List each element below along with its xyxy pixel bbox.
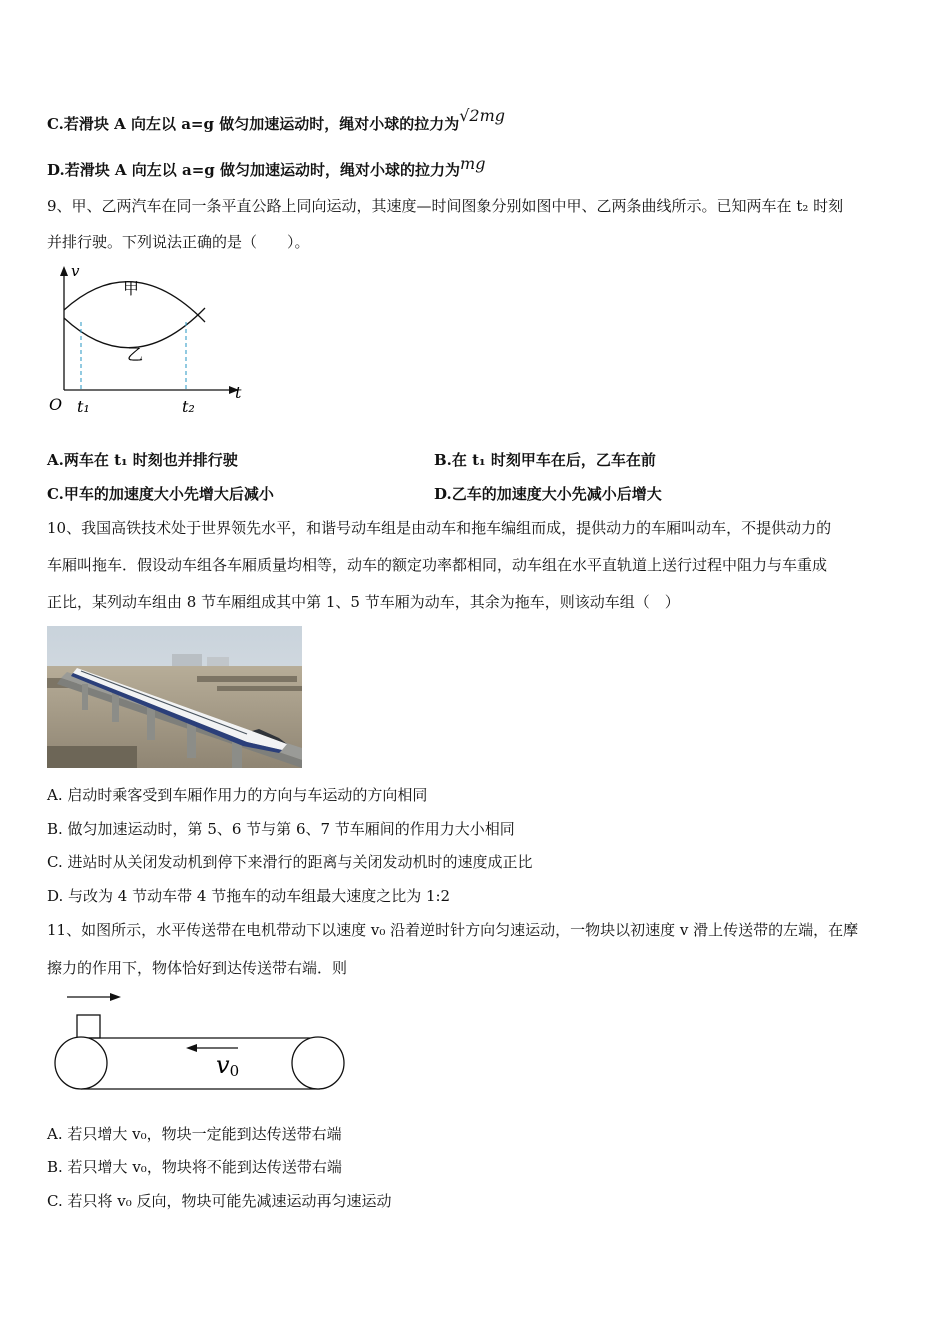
q8-option-d-math: mg [460,154,486,173]
q9-option-c: C.甲车的加速度大小先增大后减小 [47,485,274,503]
curve-yi-label: 乙 [127,345,144,364]
belt-velocity-arrow-head [186,1044,197,1052]
right-roller [292,1037,344,1089]
q9-stem-line-2: 并排行驶。下列说法正确的是（ ）。 [47,233,310,251]
q11-stem-line-1: 11、如图所示，水平传送带在电机带动下以速度 v₀ 沿着逆时针方向匀速运动，一物块以初速度 v 滑上传送带的左端，在摩 [47,921,859,939]
q10-option-c: C. 进站时从关闭发动机到停下来滑行的距离与关闭发动机时的速度成正比 [47,853,533,871]
q11-option-b: B. 若只增大 v₀，物块将不能到达传送带右端 [47,1158,342,1176]
q10-option-a: A. 启动时乘客受到车厢作用力的方向与车运动的方向相同 [47,786,428,804]
q11-option-a: A. 若只增大 v₀，物块一定能到达传送带右端 [47,1125,342,1143]
belt-velocity-subscript: 0 [229,1062,240,1080]
block-velocity-arrow-head [110,993,121,1001]
q11-stem-line-2: 擦力的作用下，物体恰好到达传送带右端．则 [47,959,348,977]
q9-option-a: A.两车在 t₁ 时刻也并排行驶 [47,451,238,469]
q10-option-d: D. 与改为 4 节动车带 4 节拖车的动车组最大速度之比为 1:2 [47,887,451,905]
q8-option-c-text: C.若滑块 A 向左以 a=g 做匀加速运动时，绳对小球的拉力为 [47,115,460,133]
curve-jia-label: 甲 [123,279,140,298]
train-illustration [47,626,302,768]
left-roller [55,1037,107,1089]
t1-label: t₁ [77,397,90,416]
t2-label: t₂ [182,397,195,416]
q9-stem-line-1: 9、甲、乙两汽车在同一条平直公路上同向运动，其速度—时间图象分别如图中甲、乙两条曲线所示。已知两车在 t₂ 时刻 [47,197,844,215]
q10-option-b: B. 做匀加速运动时，第 5、6 节与第 6、7 节车厢间的作用力大小相同 [47,820,515,838]
curve-yi [64,308,205,348]
mg-symbol: mg [479,106,505,125]
q10-stem-line-1: 10、我国高铁技术处于世界领先水平，和谐号动车组是由动车和拖车编组而成，提供动力的车厢叫动车，不提供动力的 [47,519,832,537]
q8-option-c-math [459,106,505,125]
q9-option-d: D.乙车的加速度大小先减小后增大 [434,485,662,503]
block [77,1015,100,1038]
v-axis-label: v [71,262,80,280]
q9-velocity-time-graph [45,262,255,422]
high-speed-train-photo [47,626,302,768]
v-axis-arrow [60,266,68,276]
origin-label: O [49,395,63,414]
q11-option-c: C. 若只将 v₀ 反向，物块可能先减速运动再匀速运动 [47,1192,392,1210]
q8-option-d-text: D.若滑块 A 向左以 a=g 做匀加速运动时，绳对小球的拉力为 [47,161,461,179]
q10-stem-line-3: 正比，某列动车组由 8 节车厢组成其中第 1、5 节车厢为动车，其余为拖车，则该动车组（ ） [47,593,680,611]
q10-stem-line-2: 车厢叫拖车．假设动车组各车厢质量均相等，动车的额定功率都相同，动车组在水平直轨道上送行过程中阻力与车重成 [47,556,828,574]
conveyor-belt-diagram [50,985,350,1095]
q8-option-c [47,106,505,134]
belt-velocity-symbol: v [216,1051,230,1079]
sqrt-two: √2 [459,106,480,125]
q9-option-b: B.在 t₁ 时刻甲车在后，乙车在前 [434,451,656,469]
t-axis-label: t [235,383,242,402]
belt-velocity-label [216,1051,239,1080]
q8-option-d [47,154,486,180]
